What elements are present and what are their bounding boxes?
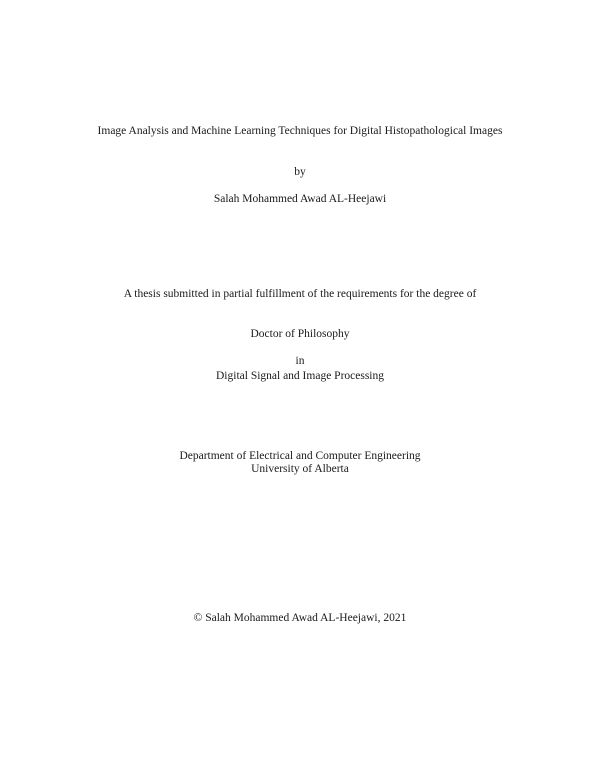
university-name: University of Alberta [251, 463, 349, 475]
author-name: Salah Mohammed Awad AL-Heejawi [213, 193, 387, 205]
thesis-statement: A thesis submitted in partial fulfillment of the requirements for the degree of [123, 288, 477, 300]
in-label: in [295, 355, 305, 367]
by-label: by [294, 166, 306, 178]
copyright-notice: © Salah Mohammed Awad AL-Heejawi, 2021 [193, 612, 407, 624]
thesis-title: Image Analysis and Machine Learning Techniques for Digital Histopathological Images [97, 125, 503, 137]
degree-name: Doctor of Philosophy [250, 328, 350, 340]
department-name: Department of Electrical and Computer Engineering [179, 450, 421, 462]
field-of-study: Digital Signal and Image Processing [216, 370, 384, 382]
